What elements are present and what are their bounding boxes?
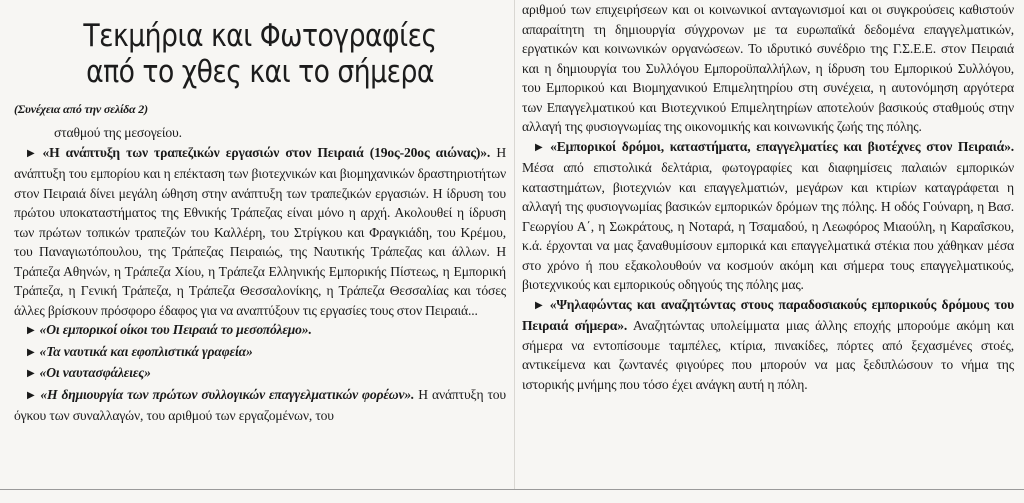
- bullet-marker-icon: ▶: [27, 147, 38, 159]
- left-bullet-shipping-offices: [14, 342, 506, 364]
- left-paragraph-banks: [14, 143, 506, 321]
- right-paragraph-streets: [522, 137, 1014, 295]
- bottom-rule: [0, 489, 1024, 490]
- headline: [48, 18, 471, 90]
- bullet-marker-icon: ▶: [27, 346, 35, 358]
- left-bullet-marine-insurance: [14, 363, 506, 385]
- right-paragraph-streets-text: Μέσα από επιστολικά δελτάρια, φωτογραφίες και διαφημίσεις παλαιών εμπορικών καταστημάτων, βιοτεχνιών και επαγγελματιών, μεγάρων και κτιρίων καταγράφεται η αλλαγή της φυσιογνωμίας βασικών εμπορικών δρόμων της πόλης. Η οδός Γούναρη, η Βασ. Γεωργίου Α΄, η Σωκράτους, η Νοταρά, η Τσαμαδού, η Λεωφόρος Μιαούλη, η Καραΐσκου, κ.ά. έρχονται να μας ξαναθυμίσουν εμπορικά και επαγγελματικά στέκια που χάθηκαν μέσα στο χρόνο ή που εξακολουθούν να κοσμούν ακόμη και σήμερα τους επαγγελματικούς, βιοτεχνικούς και εμπορικούς οδηγούς της πόλης μας.: [522, 160, 1014, 292]
- right-paragraph-streets-lead: «Εμπορικοί δρόμοι, καταστήματα, επαγγελματίες και βιοτέχνες στον Πειραιά».: [550, 138, 1014, 154]
- bullet-marker-icon: ▶: [27, 325, 35, 336]
- left-paragraph-professional-bodies-text: Η ανάπτυξη του όγκου των συναλλαγών, του αριθμού των εργαζομένων, του: [14, 386, 506, 423]
- left-paragraph-0: σταθμού της μεσογείου.: [54, 125, 182, 140]
- left-bullet-commercial-houses-text: «Οι εμπορικοί οίκοι του Πειραιά το μεσοπόλεμο».: [39, 322, 312, 337]
- right-column: [522, 0, 1014, 394]
- right-paragraph-today-text: Αναζητώντας υπολείμματα μιας άλλης εποχής μπορούμε ακόμη και σήμερα να εντοπίσουμε ταμπέλες, κτίρια, πινακίδες, πόρτες από ξεχασμένες στοές, αντικείμενα και ζωντανές φιγούρες που μπορούν να μας ξεδιπλώσουν το νήμα της ιστορικής μνήμης που τόσο έχει ανάγκη αυτή η πόλη.: [522, 318, 1014, 392]
- headline-line-1: Τεκμήρια και Φωτογραφίες: [83, 18, 437, 54]
- left-paragraph-banks-text: Η ανάπτυξη του εμπορίου και η επέκταση των βιοτεχνικών και βιομηχανικών δραστηριοτήτων στον Πειραιά δίνει μεγάλη ώθηση στην ανάπτυξη των τραπεζικών εργασιών. Η ίδρυση του πρώτου υποκαταστήματος της Εθνικής Τράπεζας είναι μόνο η αρχή. Ακολουθεί η ίδρυση των πρώτων τοπικών τραπεζών του Καλλέρη, του Στρίγκου και Φραγκιάδη, του Κρέμου, του Παναγιωτόπουλου, της Τράπεζας Πειραιώς, της Ναυτικής Τράπεζας και άλλων. Η Τράπεζα Αθηνών, η Τράπεζα Χίου, η Τράπεζα Ελληνικής Εμπορικής Πίστεως, η Εμπορική Τράπεζα, η Γενική Τράπεζα, η Τράπεζα Θεσσαλονίκης, η Τράπεζα Θεσσαλίας και τόσες άλλες βρίσκουν πρόσφορο έδαφος για να αναπτύξουν τις εργασίες τους στον Πειραιά...: [14, 144, 506, 318]
- column-divider: [514, 0, 515, 489]
- right-paragraph-today-lead: «Ψηλαφώντας και αναζητώντας στους παραδοσιακούς εμπορικούς δρόμους του Πειραιά σήμερα».: [522, 296, 1014, 333]
- headline-line-2: από το χθες και το σήμερα: [86, 54, 434, 90]
- left-bullet-commercial-houses: [14, 320, 506, 342]
- continuation-note: (Συνέχεια από την σελίδα 2): [14, 102, 148, 116]
- right-paragraph-today: [522, 295, 1014, 395]
- left-paragraph-banks-lead: «Η ανάπτυξη των τραπεζικών εργασιών στον Πειραιά (19ος-20ος αιώνας)».: [42, 144, 491, 160]
- bullet-marker-icon: ▶: [27, 389, 36, 401]
- bullet-marker-icon: ▶: [27, 368, 35, 379]
- left-bullet-shipping-offices-text: «Τα ναυτικά και εφοπλιστικά γραφεία»: [39, 343, 253, 359]
- bullet-marker-icon: ▶: [535, 141, 546, 153]
- bullet-marker-icon: ▶: [535, 299, 545, 311]
- left-paragraph-professional-bodies: [14, 385, 506, 426]
- right-paragraph-0: αριθμού των επιχειρήσεων και οι κοινωνικοί ανταγωνισμοί και οι συγκρούσεις καθιστούν απαραίτητη τη δημιουργία σύγχρονων με τα ευρωπαϊκά δεδομένα επαγγελματικών, εργατικών και κοινωνικών οργανώσεων. Το ιδρυτικό συνέδριο της Γ.Σ.Ε.Ε. στον Πειραιά και η δημιουργία του Συλλόγου Εμποροϋπαλλήλων, η ίδρυση του Εμπορικού Συλλόγου, του Εμπορικού και Βιομηχανικού Επιμελητηρίου στη συνέχεια, η αυτονόμηση αργότερα των Επαγγελματικού και Βιοτεχνικού Επιμελητηρίων αποτελούν βασικούς σταθμούς στην αλλαγή της φυσιογνωμίας της οικονομικής και κοινωνικής ζωής της πόλης.: [522, 2, 1014, 134]
- left-column: [14, 6, 506, 426]
- left-bullet-marine-insurance-text: «Οι ναυτασφάλειες»: [39, 365, 151, 380]
- left-paragraph-professional-bodies-lead: «Η δημιουργία των πρώτων συλλογικών επαγγελματικών φορέων».: [40, 386, 415, 402]
